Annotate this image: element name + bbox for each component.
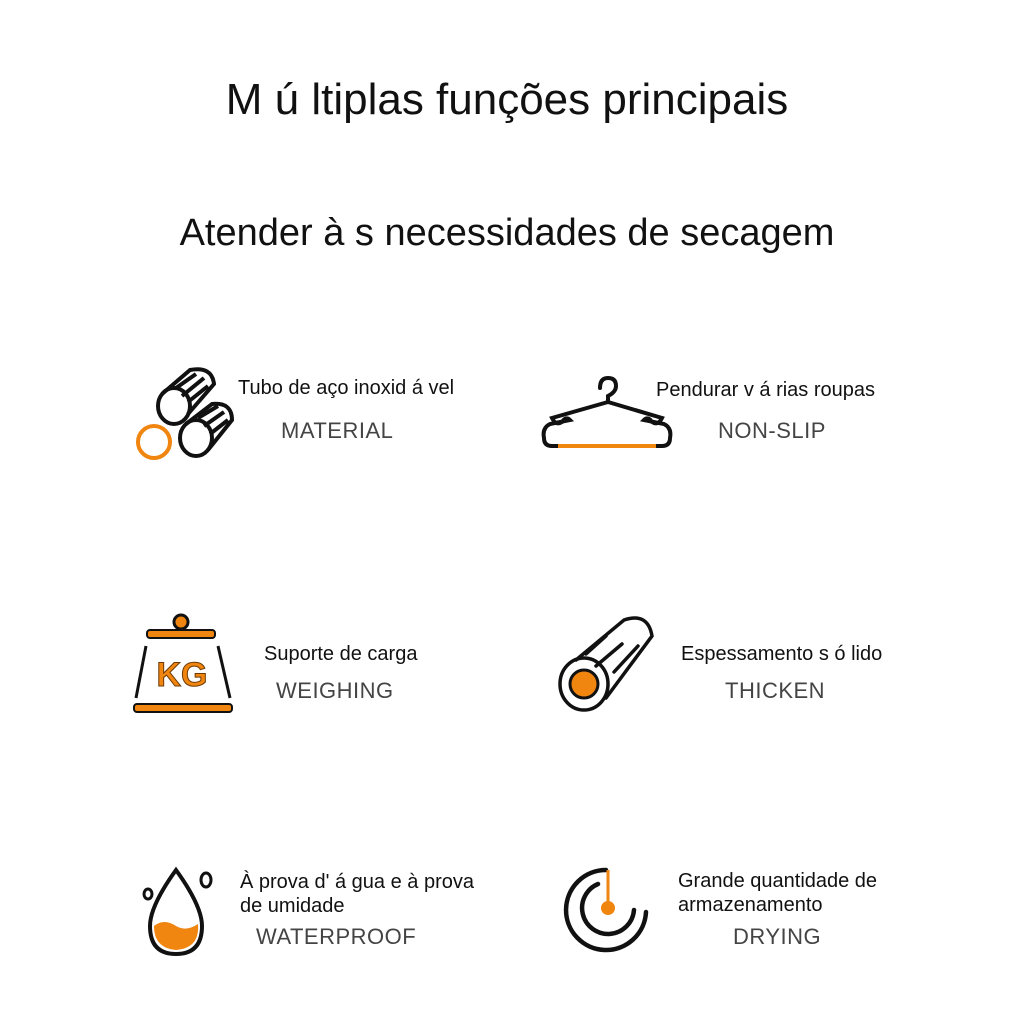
page-title: M ú ltiplas funções principais	[225, 75, 789, 124]
hanger-icon	[540, 376, 674, 450]
feature-label: MATERIAL	[281, 418, 394, 443]
feature-text: Espessamento s ó lido	[681, 643, 883, 665]
thick-tube-icon	[556, 614, 656, 714]
feature-text: Suporte de carga	[264, 643, 418, 665]
steel-tubes-icon	[132, 362, 238, 464]
feature-label: WEIGHING	[276, 678, 394, 703]
feature-text-line1: À prova d' á gua e à prova	[240, 871, 474, 893]
kg-weight-icon	[132, 612, 234, 714]
drying-spiral-icon	[566, 866, 654, 956]
feature-text: Tubo de aço inoxid á vel	[238, 377, 455, 399]
feature-label: THICKEN	[725, 678, 826, 703]
page-subtitle: Atender à s necessidades de secagem	[179, 212, 835, 254]
water-drop-icon	[142, 866, 222, 958]
feature-text-line2: de umidade	[240, 895, 345, 917]
feature-text-line2: armazenamento	[678, 894, 823, 916]
feature-label: NON-SLIP	[718, 418, 826, 443]
feature-label: WATERPROOF	[256, 924, 417, 949]
feature-label: DRYING	[733, 924, 822, 949]
feature-text-line1: Grande quantidade de	[678, 870, 878, 892]
feature-text: Pendurar v á rias roupas	[656, 379, 876, 401]
kg-label: KG	[156, 656, 208, 694]
